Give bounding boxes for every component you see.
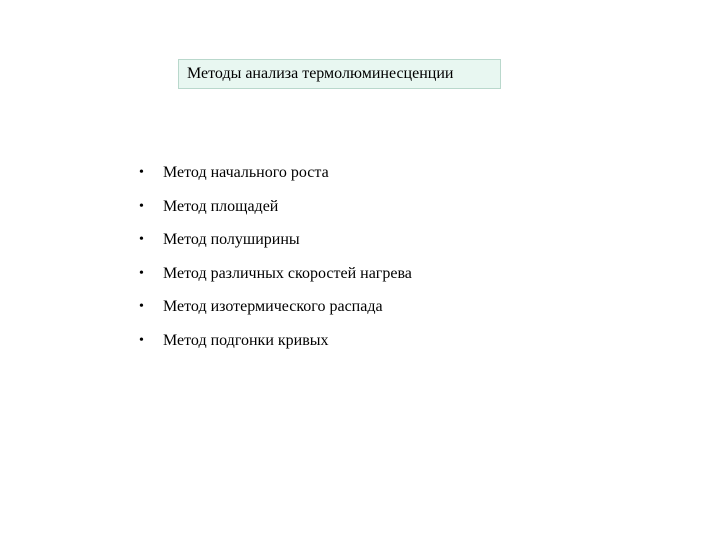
bullet-icon: • xyxy=(139,299,144,315)
list-item-text: Метод полуширины xyxy=(163,231,300,249)
bullet-icon: • xyxy=(139,232,144,248)
bullet-icon: • xyxy=(139,265,144,281)
list-item-text: Метод изотермического распада xyxy=(163,298,383,316)
list-item-text: Метод площадей xyxy=(163,197,279,215)
list-item-text: Метод различных скоростей нагрева xyxy=(163,264,412,282)
slide-title: Методы анализа термолюминесценции xyxy=(178,59,501,89)
list-item-text: Метод начального роста xyxy=(163,164,329,181)
list-item-text: Метод подгонки кривых xyxy=(163,331,329,349)
bullet-icon: • xyxy=(139,332,144,348)
bullet-icon: • xyxy=(139,198,144,214)
bullet-icon: • xyxy=(139,165,144,180)
